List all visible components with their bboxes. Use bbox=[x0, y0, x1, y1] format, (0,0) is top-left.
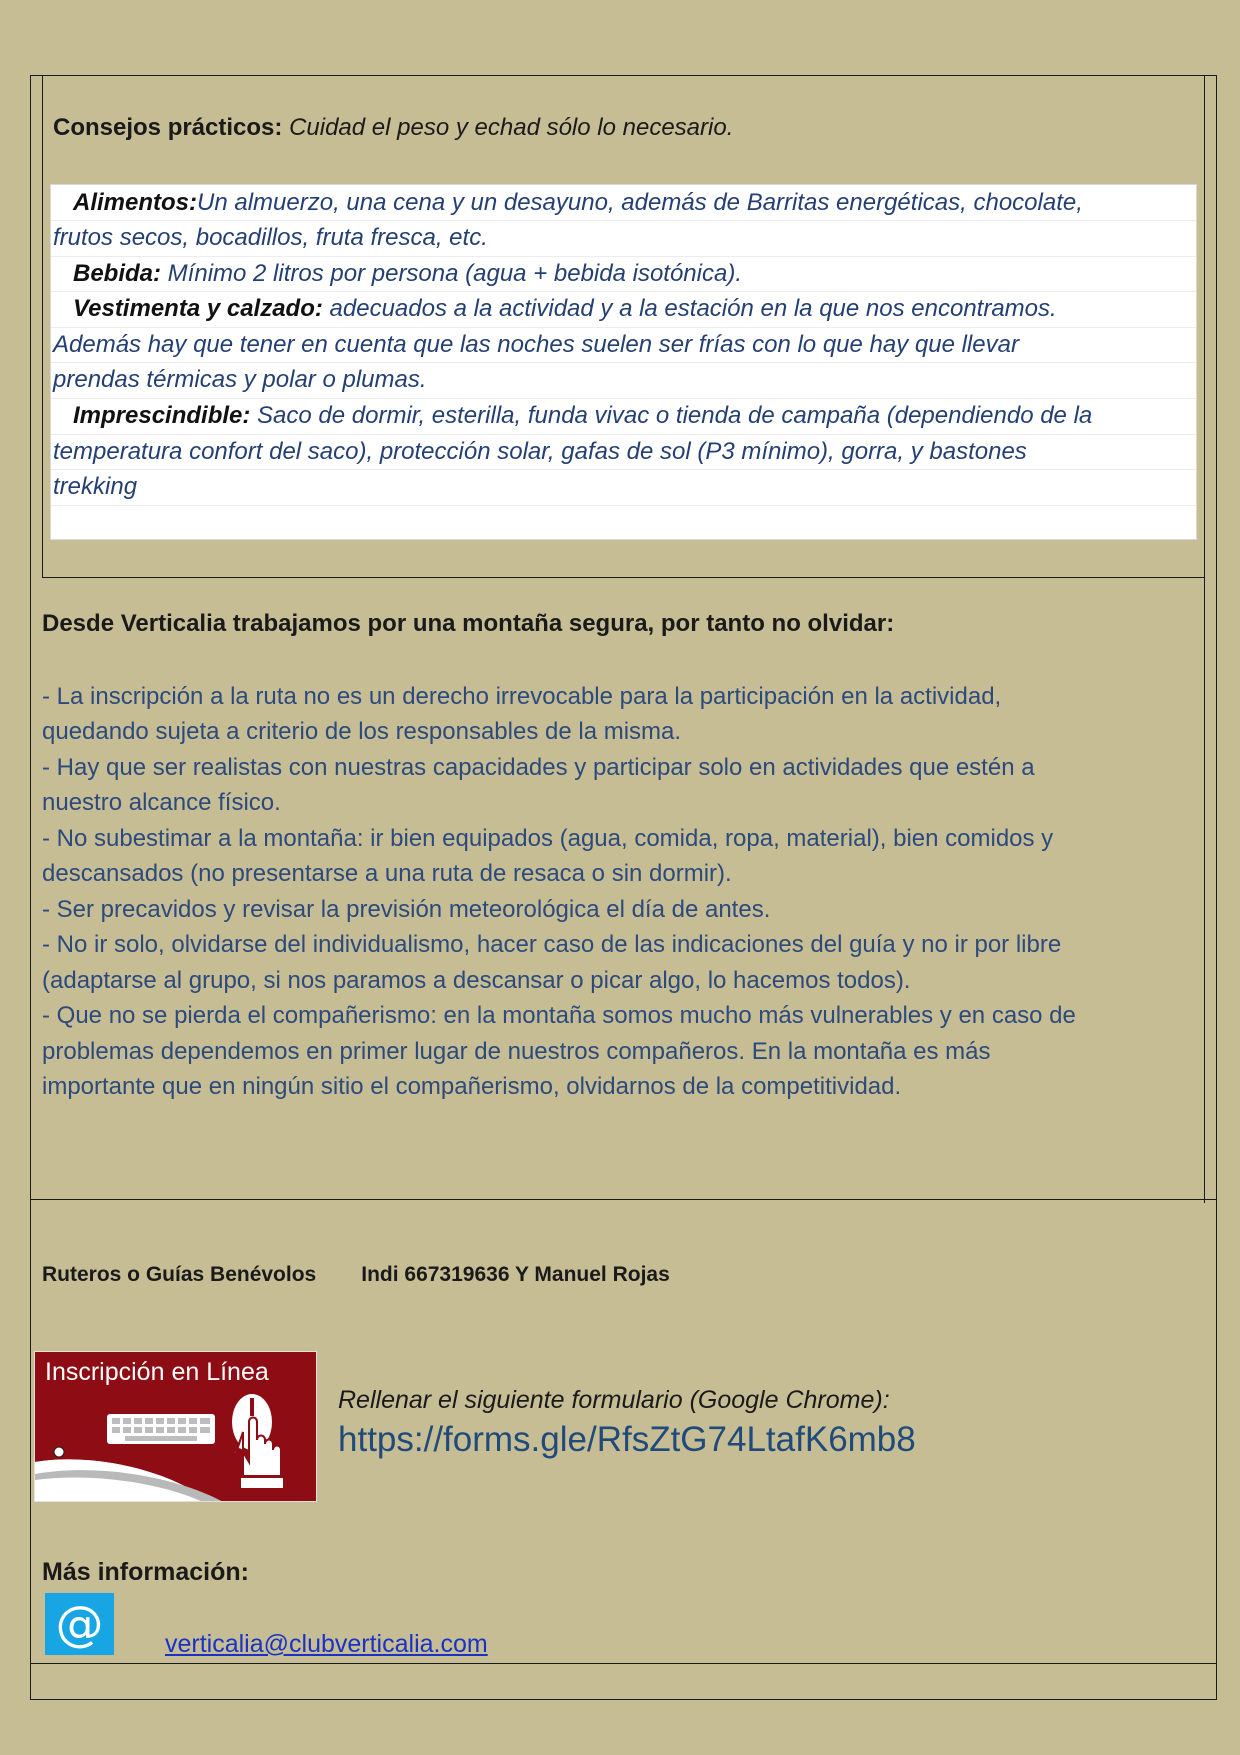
consejos-label: Consejos prácticos: bbox=[53, 114, 283, 141]
alimentos-text: Un almuerzo, una cena y un desayuno, además de Barritas energéticas, chocolate, bbox=[197, 189, 1083, 216]
alimentos-line-2: frutos secos, bocadillos, fruta fresca, etc. bbox=[53, 224, 488, 251]
seguridad-line: - Hay que ser realistas con nuestras capacidades y participar solo en actividades que estén a bbox=[42, 754, 1035, 781]
row-rule bbox=[51, 398, 1196, 399]
row-rule bbox=[51, 291, 1196, 292]
frame-divider-bottom bbox=[30, 1663, 1217, 1664]
seguridad-line: - Que no se pierda el compañerismo: en la montaña somos mucho más vulnerables y en caso de bbox=[42, 1002, 1076, 1029]
banner-text: Inscripción en Línea bbox=[45, 1358, 269, 1386]
row-rule bbox=[51, 434, 1196, 435]
vestimenta-line-2: Además hay que tener en cuenta que las noches suelen ser frías con lo que hay que llevar bbox=[53, 331, 1019, 358]
consejos-text: Cuidad el peso y echad sólo lo necesario. bbox=[282, 114, 734, 141]
form-instruction: Rellenar el siguiente formulario (Google Chrome): bbox=[338, 1386, 890, 1414]
seguridad-heading: Desde Verticalia trabajamos por una montaña segura, por tanto no olvidar: bbox=[42, 610, 895, 637]
seguridad-line: - La inscripción a la ruta no es un derecho irrevocable para la participación en la actividad, bbox=[42, 683, 1002, 710]
imprescindible-line bbox=[73, 402, 1092, 430]
guias-names: Indi 667319636 Y Manuel Rojas bbox=[361, 1263, 670, 1286]
vestimenta-text: adecuados a la actividad y a la estación en la que nos encontramos. bbox=[322, 295, 1057, 322]
imprescindible-line-3: trekking bbox=[53, 473, 138, 500]
seguridad-line: - No ir solo, olvidarse del individualismo, hacer caso de las indicaciones del guía y no ir por libre bbox=[42, 931, 1062, 958]
imprescindible-label: Imprescindible: bbox=[73, 402, 251, 429]
seguridad-line: quedando sujeta a criterio de los responsables de la misma. bbox=[42, 718, 682, 745]
alimentos-label: Alimentos: bbox=[73, 189, 198, 216]
consejos-list-box bbox=[50, 184, 1197, 540]
seguridad-line: - No subestimar a la montaña: ir bien equipados (agua, comida, ropa, material), bien comidos y bbox=[42, 825, 1054, 852]
form-link[interactable]: https://forms.gle/RfsZtG74LtafK6mb8 bbox=[338, 1420, 916, 1459]
alimentos-line bbox=[73, 189, 1083, 217]
mas-info-heading: Más información: bbox=[42, 1558, 249, 1586]
imprescindible-text: Saco de dormir, esterilla, funda vivac o tienda de campaña (dependiendo de la bbox=[250, 402, 1093, 429]
bebida-text: Mínimo 2 litros por persona (agua + bebida isotónica). bbox=[161, 260, 742, 287]
seguridad-line: nuestro alcance físico. bbox=[42, 789, 281, 816]
guias-label: Ruteros o Guías Benévolos bbox=[42, 1263, 317, 1286]
vestimenta-line-3: prendas térmicas y polar o plumas. bbox=[53, 366, 427, 393]
row-rule bbox=[51, 327, 1196, 328]
seguridad-line: (adaptarse al grupo, si nos paramos a descansar o picar algo, lo hacemos todos). bbox=[42, 967, 911, 994]
row-rule bbox=[51, 469, 1196, 470]
seguridad-line: importante que en ningún sitio el compañerismo, olvidarnos de la competitividad. bbox=[42, 1073, 902, 1100]
email-link[interactable]: verticalia@clubverticalia.com bbox=[165, 1630, 488, 1658]
imprescindible-line-2: temperatura confort del saco), protección solar, gafas de sol (P3 mínimo), gorra, y bastones bbox=[53, 438, 1027, 465]
at-email-icon: @ bbox=[45, 1593, 114, 1655]
seguridad-line: descansados (no presentarse a una ruta de resaca o sin dormir). bbox=[42, 860, 732, 887]
row-rule bbox=[51, 220, 1196, 221]
row-rule bbox=[51, 505, 1196, 506]
frame-divider-vertical bbox=[1204, 75, 1205, 1203]
seguridad-line: problemas dependemos en primer lugar de nuestros compañeros. En la montaña es más bbox=[42, 1038, 991, 1065]
seguridad-line: - Ser precavidos y revisar la previsión meteorológica el día de antes. bbox=[42, 896, 771, 923]
inscripcion-banner[interactable] bbox=[34, 1351, 317, 1502]
row-rule bbox=[51, 256, 1196, 257]
frame-divider-horizontal bbox=[30, 1199, 1217, 1200]
bebida-line bbox=[73, 260, 742, 288]
row-rule bbox=[51, 362, 1196, 363]
guias-line bbox=[42, 1263, 670, 1287]
consejos-heading bbox=[53, 114, 733, 142]
vestimenta-line bbox=[73, 295, 1057, 323]
bebida-label: Bebida: bbox=[73, 260, 162, 287]
vestimenta-label: Vestimenta y calzado: bbox=[73, 295, 323, 322]
